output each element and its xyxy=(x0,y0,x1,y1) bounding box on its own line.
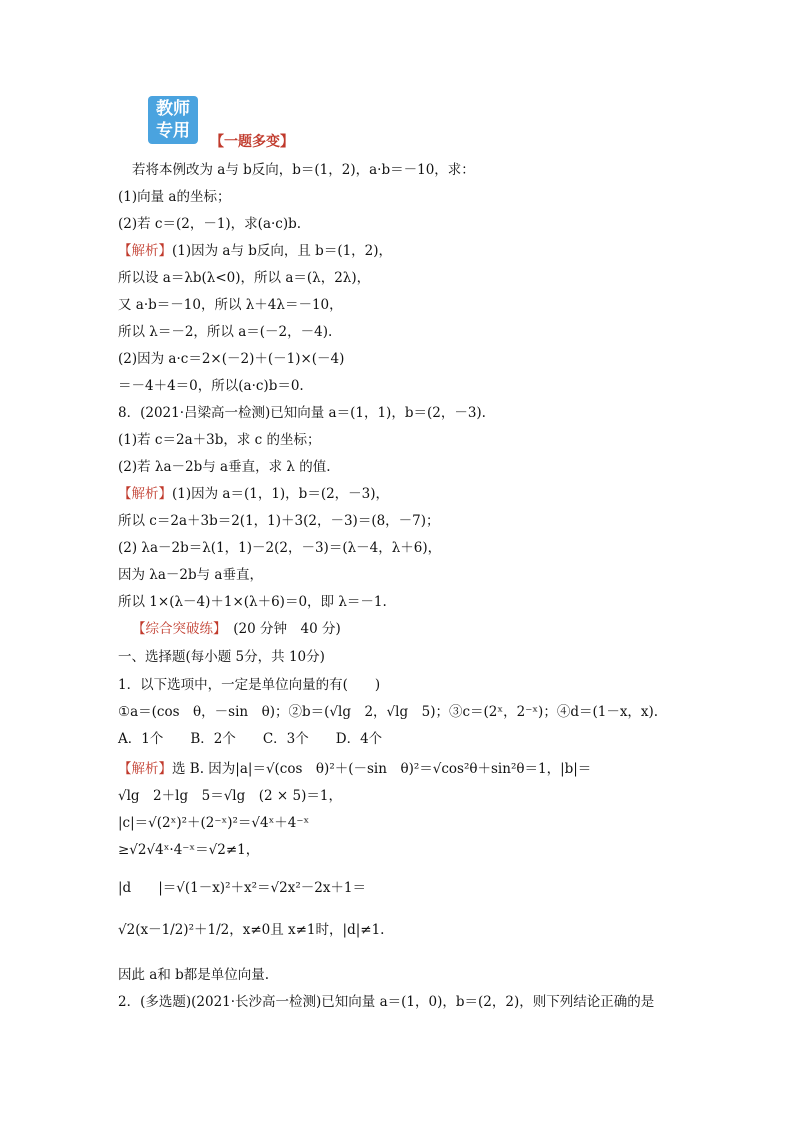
question-1: 1．以下选项中，一定是单位向量的有( ) xyxy=(118,677,381,693)
solution-line: ＝－4＋4＝0，所以(a·c)b＝0. xyxy=(118,378,304,394)
solution-line: (2) λa－2b＝λ(1，1)－2(2，－3)＝(λ－4，λ＋6)， xyxy=(118,540,442,556)
solution-tag: 【解析】 xyxy=(118,761,172,777)
solution-tag: 【解析】 xyxy=(118,486,172,502)
teacher-use-badge xyxy=(148,96,198,144)
solution-line: |d |＝√(1－x)²＋x²＝√2x²－2x＋1＝ xyxy=(118,880,367,896)
solution-text: (1)因为 a＝(1，1)，b＝(2，－3)， xyxy=(172,486,390,502)
solution-line: 所以 c＝2a＋3b＝2(1，1)＋3(2，－3)＝(8，－7)； xyxy=(118,513,440,529)
question-2: 2．(多选题)(2021·长沙高一检测)已知向量 a＝(1，0)，b＝(2，2)，则下列结论正确的是 xyxy=(118,994,655,1010)
problem-8-part-1: (1)若 c＝2a＋3b，求 c 的坐标； xyxy=(118,432,321,448)
solution-line: |c|＝√(2ˣ)²＋(2⁻ˣ)²＝√4ˣ＋4⁻ˣ xyxy=(118,815,310,831)
solution-tag: 【解析】 xyxy=(118,243,172,259)
badge-line-1: 教师 xyxy=(156,99,190,119)
solution-text: 选 B. 因为|a|＝√(cos θ)²＋(－sin θ)²＝√cos²θ＋sin²θ＝1，|b|＝ xyxy=(172,761,592,777)
problem-part-2: (2)若 c＝(2，－1)，求(a·c)b. xyxy=(118,216,302,232)
solution-line: (2)因为 a·c＝2×(－2)＋(－1)×(－4) xyxy=(118,351,345,367)
solution-line: √2(x－1/2)²＋1/2，x≠0且 x≠1时，|d|≠1. xyxy=(118,922,385,938)
solution-line: 因为 λa－2b与 a垂直， xyxy=(118,567,263,583)
problem-statement: 若将本例改为 a与 b反向，b＝(1，2)，a·b＝－10，求： xyxy=(132,162,475,178)
section-tag: 【综合突破练】 xyxy=(132,621,220,637)
solution-line: ≥√2√4ˣ·4⁻ˣ＝√2≠1， xyxy=(118,842,260,858)
solution-line xyxy=(118,760,591,778)
section-heading: 【一题多变】 xyxy=(210,134,294,150)
solution-text: (1)因为 a与 b反向，且 b＝(1，2)， xyxy=(172,243,393,259)
problem-part-1: (1)向量 a的坐标； xyxy=(118,189,231,205)
solution-line xyxy=(118,485,389,503)
solution-line: √lg 2＋lg 5＝√lg (2 × 5)＝1， xyxy=(118,788,342,804)
question-1-options: ①a＝(cos θ，－sin θ)；②b＝(√lg 2，√lg 5)；③c＝(2ˣ，2⁻ˣ)；④d＝(1－x，x). xyxy=(118,704,659,720)
problem-8-part-2: (2)若 λa－2b与 a垂直，求 λ 的值. xyxy=(118,459,331,475)
choice-section-title: 一、选择题(每小题 5分，共 10分) xyxy=(118,649,325,665)
solution-line: 所以 λ＝－2，所以 a＝(－2，－4). xyxy=(118,324,333,340)
section-title xyxy=(132,620,341,638)
solution-line: 所以设 a＝λb(λ<0)，所以 a＝(λ，2λ)， xyxy=(118,270,371,286)
problem-8-statement: 8．(2021·吕梁高一检测)已知向量 a＝(1，1)，b＝(2，－3). xyxy=(118,405,486,421)
section-time: (20 分钟 40 分) xyxy=(233,621,341,637)
conclusion-line: 因此 a和 b都是单位向量. xyxy=(118,967,270,983)
solution-line xyxy=(118,242,392,260)
answer-choices: A．1个 B．2个 C．3个 D．4个 xyxy=(118,731,383,747)
solution-line: 所以 1×(λ－4)＋1×(λ＋6)＝0，即 λ＝－1. xyxy=(118,594,387,610)
badge-line-2: 专用 xyxy=(156,121,190,141)
solution-line: 又 a·b＝－10，所以 λ＋4λ＝－10， xyxy=(118,297,343,313)
